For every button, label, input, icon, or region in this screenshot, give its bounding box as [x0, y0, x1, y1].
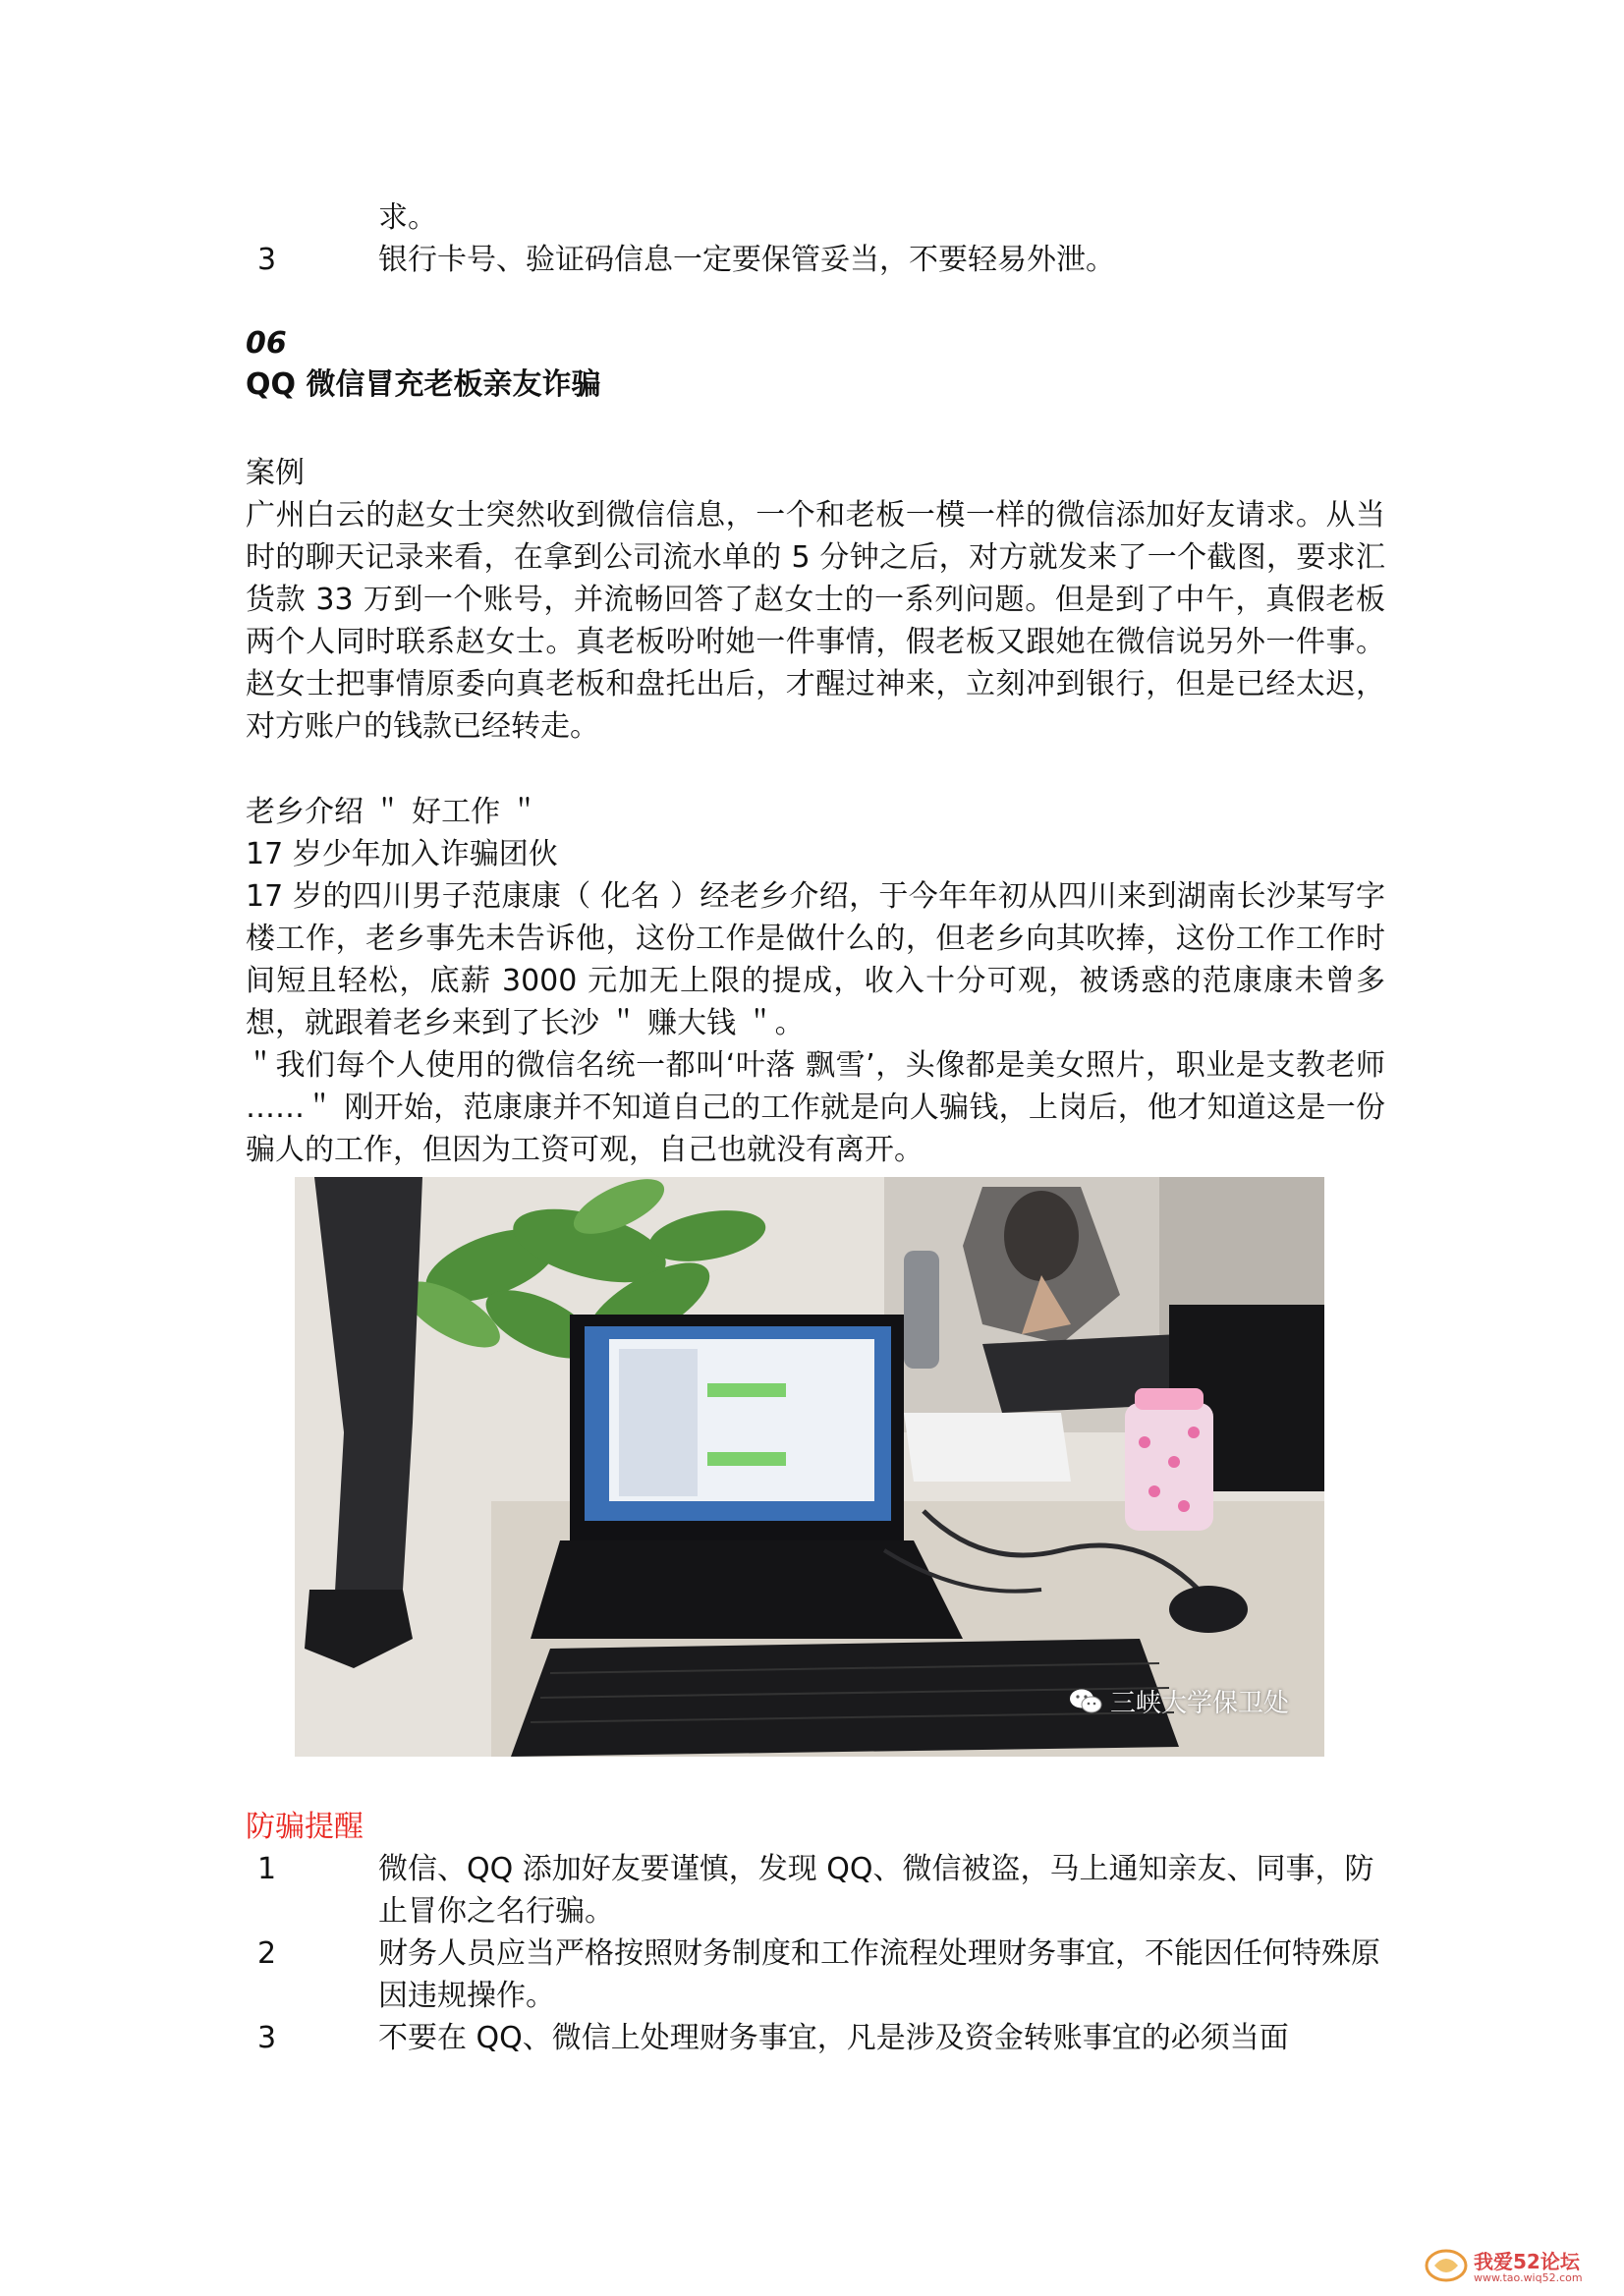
- section-number: 06: [246, 326, 287, 361]
- photo-watermark: [1069, 1683, 1289, 1719]
- story-subheading: 17 岁少年加入诈骗团伙: [246, 837, 558, 871]
- list-number: 3: [257, 2021, 277, 2055]
- wechat-icon: [1069, 1688, 1102, 1715]
- list-continuation: 求。: [378, 200, 437, 235]
- list-text: 财务人员应当严格按照财务制度和工作流程处理财务事宜，不能因任何特殊原因违规操作。: [378, 1936, 1380, 2013]
- news-photo: [295, 1177, 1324, 1757]
- list-text: 不要在 QQ、微信上处理财务事宜，凡是涉及资金转账事宜的必须当面: [378, 2021, 1289, 2055]
- list-number: 2: [257, 1936, 277, 1971]
- story-quote-paragraph: ＂我们每个人使用的微信名统一都叫‘叶落 飘雪’，头像都是美女照片，职业是支教老师 ……＂ 刚开始，范康康并不知道自己的工作就是向人骗钱，上岗后，他才知道这是一份骗人的工作，但因为工资可观，自己也就没有离开。: [246, 1048, 1385, 1167]
- photo-illustration: [295, 1177, 1324, 1757]
- list-text: 微信、QQ 添加好友要谨慎，发现 QQ、微信被盗，马上通知亲友、同事，防止冒你之名行骗。: [378, 1852, 1374, 1929]
- watermark-text: 三峡大学保卫处: [1109, 1689, 1289, 1718]
- list-item: [246, 1932, 1385, 2017]
- forum-name: 我爱52论坛: [1474, 2250, 1580, 2273]
- forum-url: www.tao.wiq52.com: [1474, 2271, 1583, 2284]
- forum-watermark: [1425, 2244, 1616, 2289]
- section-title: QQ 微信冒充老板亲友诈骗: [246, 367, 601, 402]
- case-label: 案例: [246, 456, 305, 490]
- list-item: [246, 239, 1385, 281]
- list-number: 1: [257, 1852, 277, 1886]
- list-item: [246, 2017, 1385, 2059]
- case-paragraph: 广州白云的赵女士突然收到微信信息，一个和老板一模一样的微信添加好友请求。从当时的聊天记录来看，在拿到公司流水单的 5 分钟之后，对方就发来了一个截图，要求汇货款 33 万到一个账号，并流畅回答了赵女士的一系列问题。但是到了中午，真假老板两个人同时联系赵女士。真老板吩咐她一件事情，假老板又跟她在微信说另外一件事。赵女士把事情原委向真老板和盘托出后，才醒过神来，立刻冲到银行，但是已经太迟，对方账户的钱款已经转走。: [246, 498, 1385, 744]
- list-item: [246, 1848, 1385, 1932]
- list-text: 银行卡号、验证码信息一定要保管妥当，不要轻易外泄。: [378, 243, 1115, 277]
- forum-logo-icon: [1425, 2248, 1468, 2283]
- list-number: 3: [257, 243, 277, 277]
- reminder-heading: 防骗提醒: [246, 1810, 364, 1844]
- story-paragraph: 17 岁的四川男子范康康（ 化名 ）经老乡介绍，于今年年初从四川来到湖南长沙某写字楼工作，老乡事先未告诉他，这份工作是做什么的，但老乡向其吹捧，这份工作工作时间短且轻松，底薪 3000 元加无上限的提成，收入十分可观，被诱惑的范康康未曾多想，就跟着老乡来到了长沙 ＂ 赚大钱 ＂。: [246, 879, 1385, 1040]
- story-heading: 老乡介绍 ＂ 好工作 ＂: [246, 795, 539, 829]
